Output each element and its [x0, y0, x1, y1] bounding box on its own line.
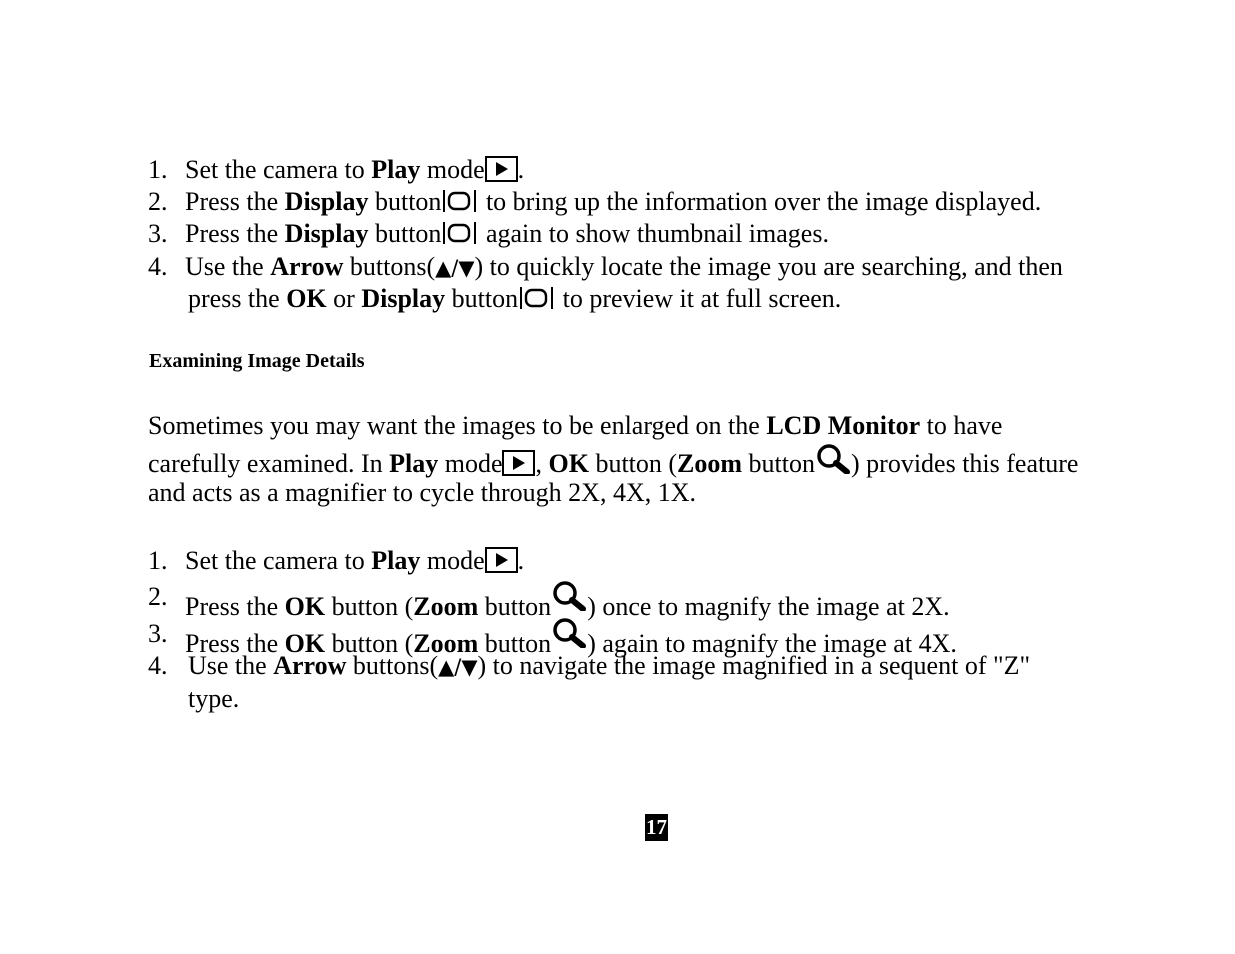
- step-number: 3.: [148, 219, 168, 248]
- step-number: 1.: [148, 546, 168, 575]
- step-number: 4.: [148, 252, 168, 281]
- display-button-icon: [441, 220, 479, 246]
- step-a4: Use the Arrow buttons(▲/▼) to quickly locate the image you are searching, and then: [185, 252, 1063, 281]
- step-a4-continued: press the OK or Display button to preview it at full screen.: [188, 284, 842, 313]
- play-mode-icon: [502, 450, 535, 476]
- step-number: 2.: [148, 582, 168, 611]
- step-a1: Set the camera to Play mode .: [185, 155, 525, 184]
- paragraph-line: Sometimes you may want the images to be enlarged on the LCD Monitor to have: [148, 411, 1003, 440]
- display-button-icon: [441, 188, 479, 214]
- zoom-magnifier-icon: [815, 444, 851, 474]
- step-b4: Use the Arrow buttons(▲/▼) to navigate the image magnified in a sequent of "Z": [188, 651, 1031, 680]
- arrow-up-down-icon: ▲/▼: [435, 256, 475, 280]
- display-button-icon: [518, 285, 556, 311]
- play-mode-icon: [485, 547, 518, 573]
- step-b3: Press the OK button (Zoom button ) again to magnify the image at 4X.: [185, 618, 957, 660]
- arrow-up-down-icon: ▲/▼: [438, 655, 478, 679]
- page-number: 17: [646, 815, 667, 839]
- step-a2: Press the Display button to bring up the information over the image displayed.: [185, 187, 1042, 216]
- step-b1: Set the camera to Play mode .: [185, 546, 525, 575]
- step-number: 3.: [148, 619, 168, 648]
- step-a3: Press the Display button again to show thumbnail images.: [185, 219, 829, 248]
- step-number: 4.: [148, 651, 168, 680]
- section-heading: Examining Image Details: [149, 350, 365, 372]
- step-number: 2.: [148, 187, 168, 216]
- paragraph-line: and acts as a magnifier to cycle through 2X, 4X, 1X.: [148, 478, 697, 507]
- step-b4-continued: type.: [188, 684, 240, 713]
- play-mode-icon: [485, 156, 518, 182]
- paragraph-line: carefully examined. In Play mode , OK button (Zoom button ) provides this feature: [148, 444, 1078, 480]
- step-number: 1.: [148, 155, 168, 184]
- step-b2: Press the OK button (Zoom button ) once to magnify the image at 2X.: [185, 581, 950, 623]
- zoom-magnifier-icon: [551, 618, 587, 648]
- zoom-magnifier-icon: [551, 581, 587, 611]
